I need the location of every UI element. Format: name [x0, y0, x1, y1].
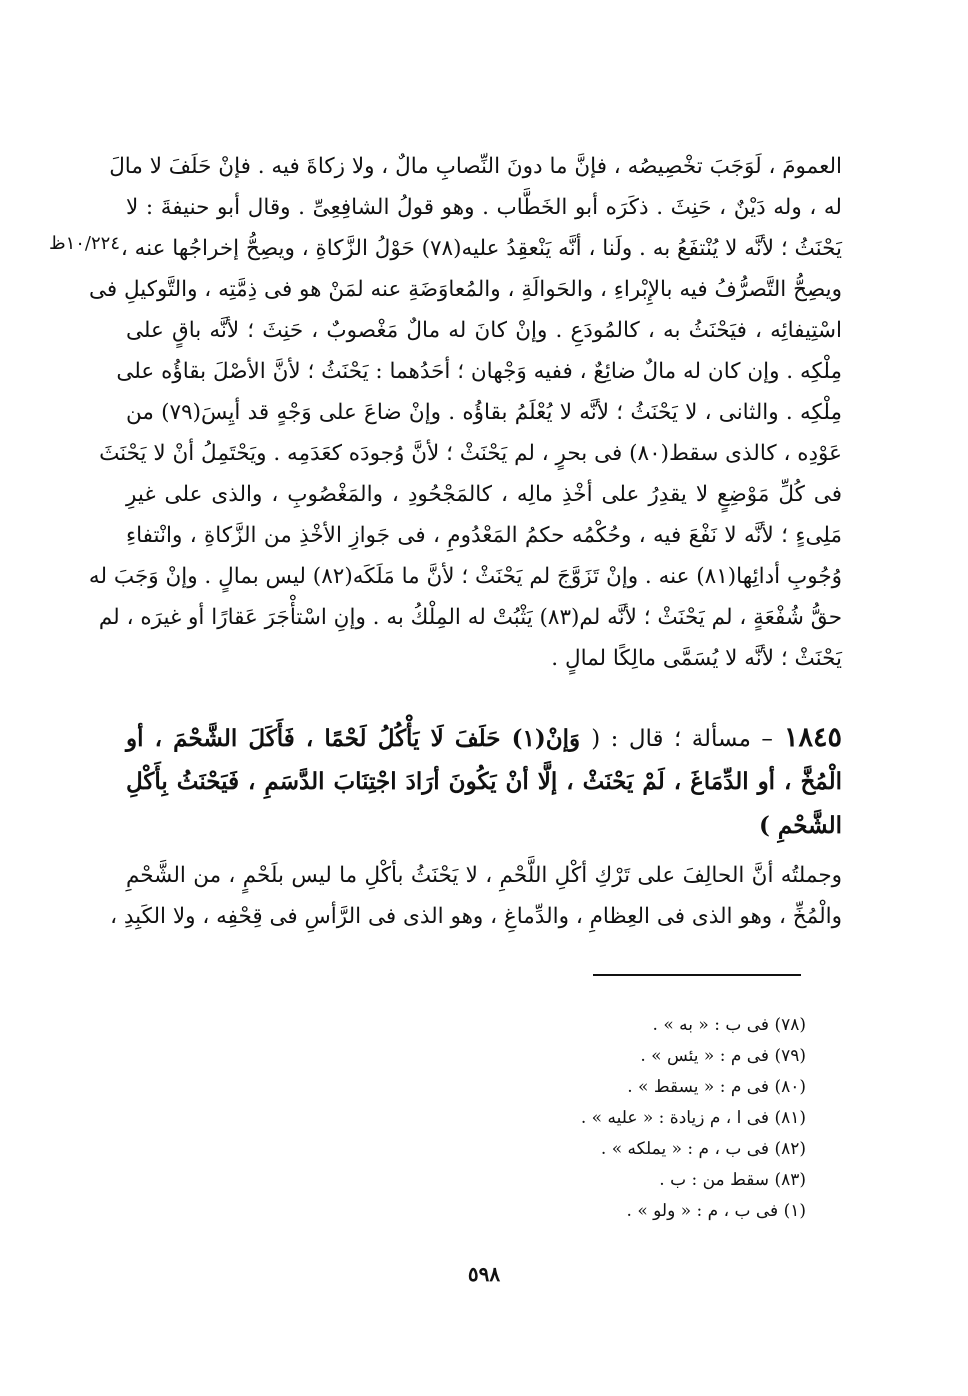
- text-line: اسْتِيفائِه ، فيَحْنَثُ به ، كالمُودَعِ . وإنْ كانَ له مالٌ مَغْصوبٌ ، حَنِثَ ؛ لأنَّه باقٍ على: [126, 318, 842, 343]
- footnote: (٨٢) فى ب ، م : « يملكه » .: [600, 1139, 806, 1159]
- footnote: (٧٨) فى ب : « به » .: [652, 1015, 806, 1035]
- page-number: ٥٩٨: [467, 1262, 501, 1286]
- masala-heading: [126, 716, 842, 848]
- text-line: حقُّ شُفْعَةٍ ، لم يَحْنَثْ ؛ لأنَّه لم(٨٣) يَثْبُتْ له المِلْكُ به . وإنِ اسْتأْجَرَ عَقارًا أو غيرَه ، لم: [98, 605, 842, 630]
- footnote: (١) فى ب ، م : « ولو » .: [626, 1201, 806, 1221]
- text-line: يَحْنَثُ ؛ لأنَّه لا يُنْتفَعُ به . ولَنا ، أنَّه يَنْعقِدُ عليه(٧٨) حَوْلُ الزَّكاةِ ، ويصِحُّ إخراجُها عنه ،: [120, 236, 842, 261]
- text-line: العمومَ ، لَوَجَبَ تخْصِيصُه ، فإنَّ ما دونَ النِّصابِ مالٌ ، ولا زكاةَ فيه . فإنْ حَلَفَ لا مالَ: [109, 154, 842, 179]
- masala-number: ١٨٤٥: [783, 722, 842, 753]
- footnote: (٨٣) سقط من : ب .: [659, 1170, 806, 1190]
- text-line: ويصِحُّ التَّصرُّفُ فيه بالإِبْراءِ ، والحَوالَةِ ، والمُعاوَضَةِ عنه لمَنْ هو فى ذِمَّتِه ، والتَّوكيلِ فى: [88, 277, 842, 302]
- footnote: (٨١) فى ا ، م زيادة : « عليه » .: [580, 1108, 806, 1128]
- masala-label: – مسألة ؛ قال : (: [591, 726, 773, 752]
- masala-line-1: [126, 716, 842, 760]
- text-line: والْمُخِّ ، وهو الذى فى العِظامِ ، والدِّماغِ ، وهو الذى فى الرَّأسِ فى قِحْفِه ، ولا الكَبِدِ ،: [110, 904, 842, 929]
- text-line: له ، وله دَيْنٌ ، حَنِثَ . ذكَرَه أبو الخَطَّاب . وهو قولُ الشافِعِىِّ . وقال أبو حنيفةَ : لا: [126, 195, 842, 220]
- margin-reference: ١٠/٢٢٤ظ: [48, 233, 120, 254]
- text-line: وجملتُه أنَّ الحالِفَ على تَرْكِ أكْلِ اللَّحْمِ ، لا يَحْنَثُ بأكْلِ ما ليس بلَحْمٍ ، من الشَّحْمِ: [126, 863, 842, 888]
- masala-line-2: الْمُخَّ ، أو الدِّمَاغَ ، لَمْ يَحْنَثْ ، إلَّا أنْ يَكُونَ أرَادَ اجْتِنَابَ الدَّسَمِ ، فَيَحْنَثُ بِأَكْلِ: [126, 768, 842, 795]
- paragraph-1: [88, 146, 842, 679]
- footnote: (٨٠) فى م : « يسقط » .: [627, 1077, 806, 1097]
- footnote: (٧٩) فى م : « يئس » .: [640, 1046, 806, 1066]
- text-line: مِلْكِه . وإن كان له مالٌ ضائِعٌ ، ففيه وَجْهان ؛ أحَدُهما : يَحْنَثُ ؛ لأنَّ الأصْلَ بقاؤُه على: [116, 359, 842, 384]
- text-line: عَوْدِه ، كالذى سقط(٨٠) فى بحرٍ ، لم يَحْنَثْ ؛ لأنَّ وُجودَه كعَدَمِه . ويَحْتَمِلُ أنْ لا يَحْنَثَ: [99, 441, 842, 466]
- masala-line-3: الشَّحْمِ ): [759, 812, 842, 839]
- text-line: مَلِىءٍ ؛ لأنَّه لا نَفْعَ فيه ، وحُكْمُه حكمُ المَعْدُومِ ، فى جَوازِ الأخْذِ من الزَّكاةِ ، وانْتفاءِ: [126, 523, 842, 548]
- masala-text: وَإنْ(١) حَلَفَ لَا يَأْكُلُ لَحْمًا ، فَأَكَلَ الشَّحْمَ ، أو: [126, 725, 581, 752]
- text-line: فى كُلِّ مَوْضِعٍ لا يقدِرُ على أخْذِ مالِه ، كالمَجْحُودِ ، والمَغْصُوبِ ، والذى على غيرِ: [126, 482, 842, 507]
- text-line: مِلْكِه . والثانى ، لا يَحْنَثُ ؛ لأنَّه لا يُعْلَمُ بقاؤُه . وإنْ ضاعَ على وَجْهٍ قد أيِسَ(٧٩) من: [126, 400, 842, 425]
- text-line: وُجُوبِ أدائِها(٨١) عنه . وإنْ تَزَوَّجَ لم يَحْنَثْ ؛ لأنَّ ما مَلَكَه(٨٢) ليس بمالٍ . وإنْ وَجَبَ له: [88, 564, 842, 589]
- paragraph-2: [110, 855, 842, 937]
- footnote-divider: [593, 974, 801, 976]
- footnotes: [306, 1010, 806, 1227]
- text-line: يَحْنَثْ ؛ لأنَّه لا يُسَمَّى مالِكًا لمالٍ .: [551, 646, 842, 671]
